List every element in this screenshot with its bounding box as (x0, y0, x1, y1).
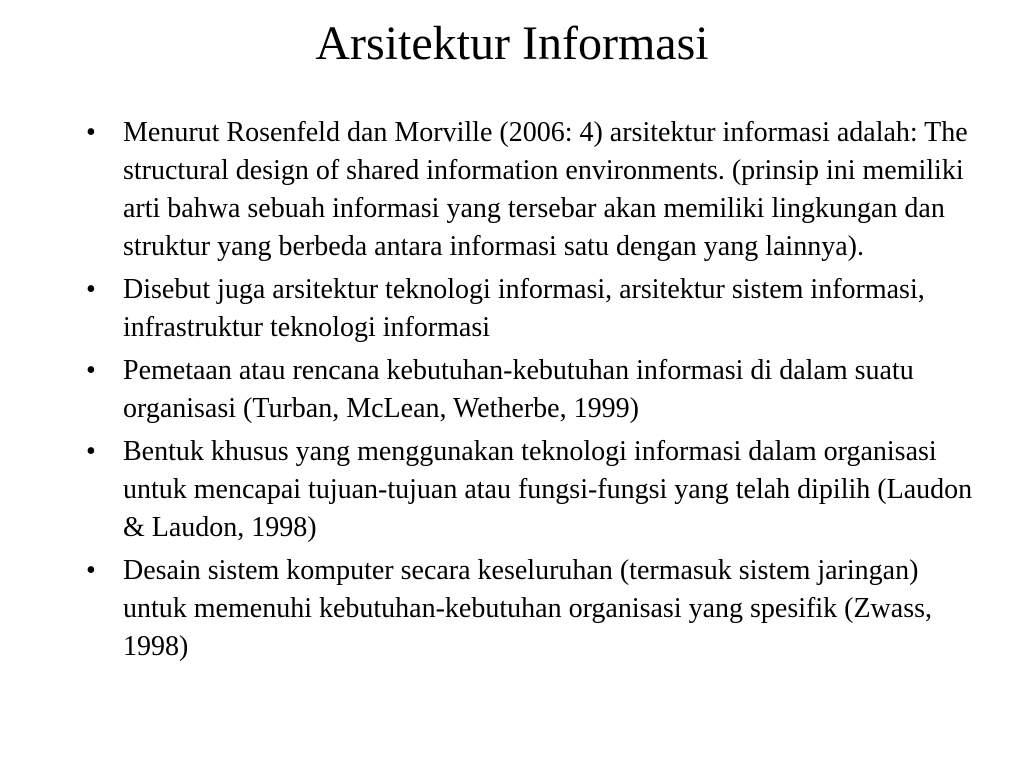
bullet-text: Disebut juga arsitektur teknologi informasi, arsitektur sistem informasi, infrastruktur teknologi informasi (123, 274, 925, 343)
bullet-list (84, 114, 974, 671)
bullet-item (84, 552, 974, 666)
bullet-item (84, 352, 974, 428)
bullet-item (84, 114, 974, 266)
bullet-item (84, 433, 974, 547)
bullet-icon: • (86, 436, 96, 467)
bullet-icon: • (86, 117, 96, 148)
bullet-text: Desain sistem komputer secara keseluruhan (termasuk sistem jaringan) untuk memenuhi kebutuhan-kebutuhan organisasi yang spesifik (Zwass, 1998) (123, 555, 932, 662)
bullet-text: Pemetaan atau rencana kebutuhan-kebutuhan informasi di dalam suatu organisasi (Turban, McLean, Wetherbe, 1999) (123, 355, 914, 424)
bullet-item (84, 271, 974, 347)
bullet-icon: • (86, 274, 96, 305)
bullet-text: Menurut Rosenfeld dan Morville (2006: 4) arsitektur informasi adalah: The structural design of shared information environments. (prinsip ini memiliki arti bahwa sebuah informasi yang tersebar akan memiliki lingkungan dan struktur yang berbeda antara informasi satu dengan yang lainnya). (123, 117, 968, 262)
bullet-icon: • (86, 355, 96, 386)
bullet-text: Bentuk khusus yang menggunakan teknologi informasi dalam organisasi untuk mencapai tujuan-tujuan atau fungsi-fungsi yang telah dipilih (Laudon & Laudon, 1998) (123, 436, 973, 543)
slide-title: Arsitektur Informasi (315, 17, 709, 70)
bullet-icon: • (86, 555, 96, 586)
